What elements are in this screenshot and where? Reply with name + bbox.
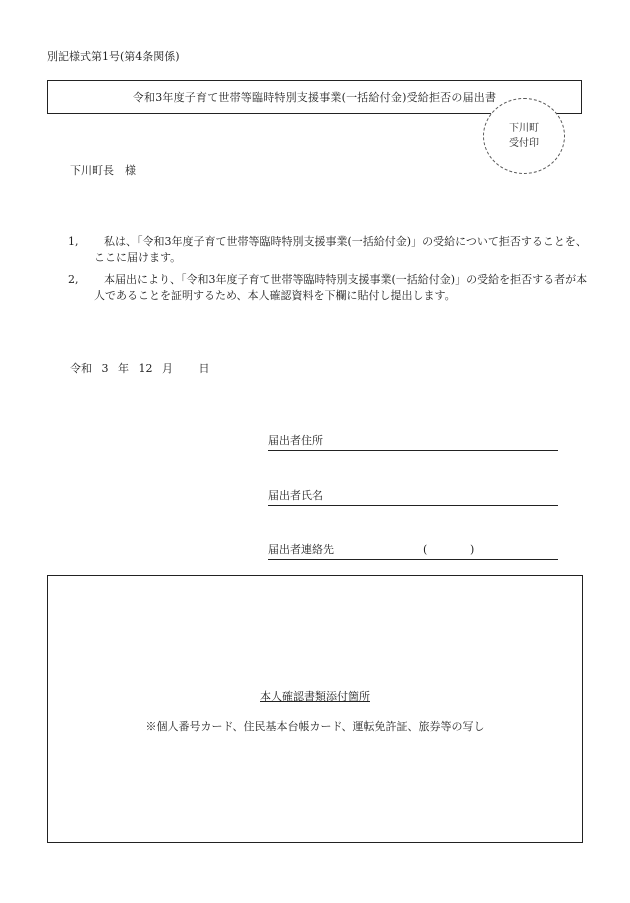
declaration-item [68, 272, 588, 304]
document-title: 令和3年度子育て世帯等臨時特別支援事業(一括給付金)受給拒否の届出書 [132, 91, 497, 104]
item-text: 本届出により、「令和3年度子育て世帯等臨時特別支援事業(一括給付金)」の受給を拒否する者が本人であることを証明するため、本人確認資料を下欄に貼付し提出します。 [94, 273, 588, 302]
date-month-unit: 月 [162, 362, 173, 375]
item-number: 1, [68, 235, 79, 248]
stamp-line-2: 受付印 [509, 138, 539, 149]
stamp-line-1: 下川町 [509, 123, 539, 134]
item-number: 2, [68, 273, 79, 286]
date-year-unit: 年 [118, 362, 129, 375]
id-box-heading: 本人確認書類添付箇所 [260, 690, 370, 703]
declaration-item [68, 234, 588, 266]
name-field[interactable] [268, 489, 558, 506]
date-year: 3 [101, 362, 109, 375]
date-era: 令和 [70, 362, 92, 375]
date-month: 12 [138, 362, 153, 375]
addressee: 下川町長 様 [70, 164, 136, 177]
form-number: 別記様式第1号(第4条関係) [47, 50, 180, 63]
date-day-unit: 日 [198, 362, 210, 375]
declaration-list [68, 234, 588, 310]
address-label: 届出者住所 [268, 434, 323, 447]
contact-label: 届出者連絡先 [268, 543, 334, 556]
id-box-heading-row [48, 688, 582, 704]
contact-field[interactable] [268, 543, 558, 560]
address-field[interactable] [268, 434, 558, 451]
reception-stamp [483, 98, 565, 174]
contact-paren-open: ( [423, 543, 428, 556]
id-document-attachment-box [47, 575, 583, 843]
submission-date [70, 360, 216, 376]
name-label: 届出者氏名 [268, 489, 323, 502]
contact-paren-close: ) [470, 543, 475, 556]
item-text: 私は、「令和3年度子育て世帯等臨時特別支援事業(一括給付金)」の受給について拒否することを、ここに届けます。 [94, 235, 587, 264]
id-box-note: ※個人番号カード、住民基本台帳カード、運転免許証、旅券等の写し [145, 720, 485, 733]
